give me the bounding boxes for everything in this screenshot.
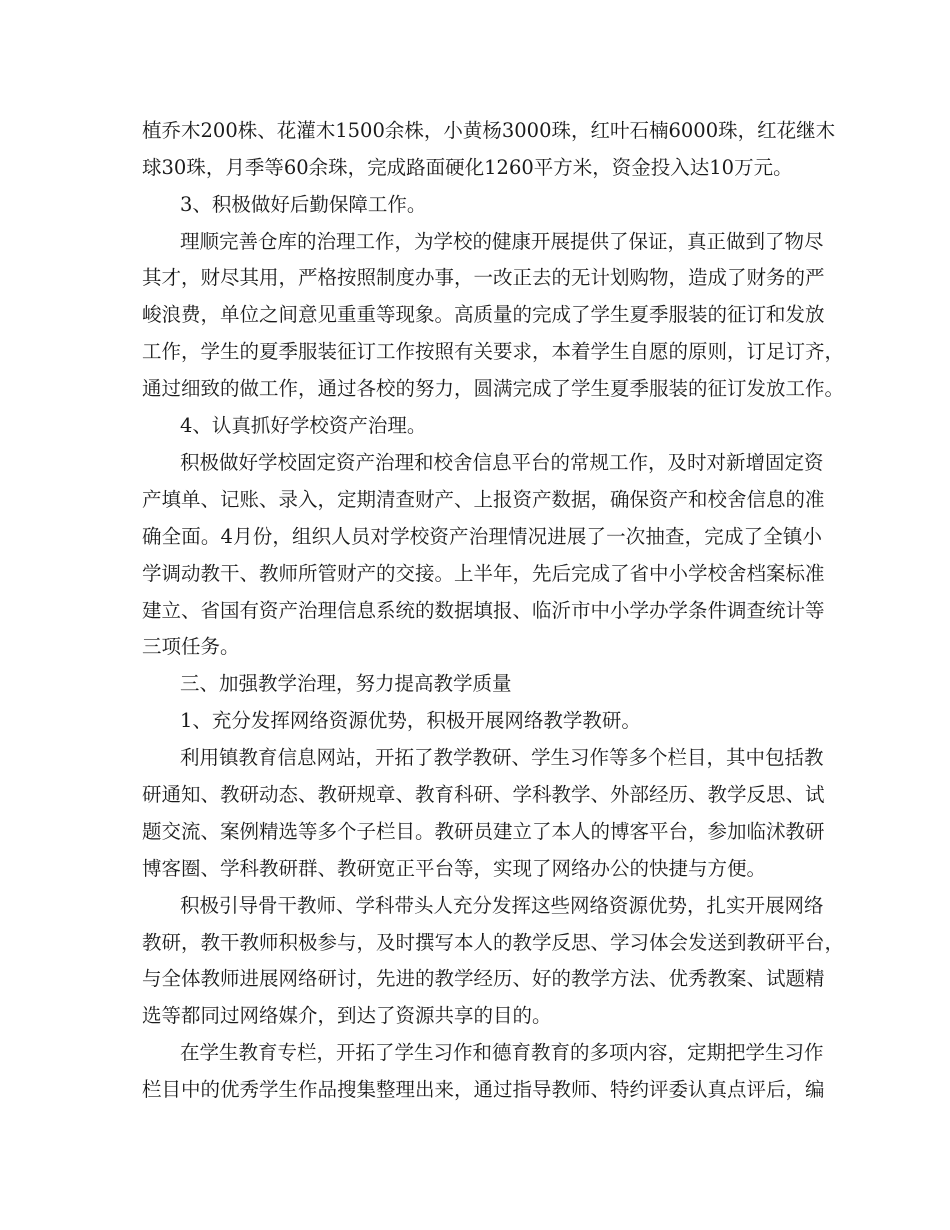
text-line: 博客圈、学科教研群、教研宽正平台等，实现了网络办公的快捷与方便。 bbox=[142, 857, 767, 880]
text-line: 学调动教干、教师所管财产的交接。上半年，先后完成了省中小学校舍档案标准 bbox=[142, 562, 825, 585]
text-line: 理顺完善仓库的治理工作，为学校的健康开展提供了保证，真正做到了物尽 bbox=[180, 230, 824, 253]
text-line: 植乔木200株、花灌木1500余株，小黄杨3000珠，红叶石楠6000珠，红花继木 bbox=[142, 119, 836, 142]
section-heading: 三、加强教学治理，努力提高教学质量 bbox=[180, 672, 512, 695]
text-line: 产填单、记账、录入，定期清查财产、上报资产数据，确保资产和校舍信息的准 bbox=[142, 488, 825, 511]
section-heading: 3、积极做好后勤保障工作。 bbox=[180, 193, 427, 216]
text-line: 研通知、教研动态、教研规章、教育科研、学科教学、外部经历、教学反思、试 bbox=[142, 783, 825, 806]
text-line: 峻浪费，单位之间意见重重等现象。高质量的完成了学生夏季服装的征订和发放 bbox=[142, 303, 825, 326]
text-line: 选等都同过网络媒介，到达了资源共享的目的。 bbox=[142, 1004, 552, 1027]
text-line: 积极引导骨干教师、学科带头人充分发挥这些网络资源优势，扎实开展网络 bbox=[180, 894, 824, 917]
text-line: 教研，教干教师积极参与，及时撰写本人的教学反思、学习体会发送到教研平台， bbox=[142, 931, 845, 954]
text-line: 利用镇教育信息网站，开拓了教学教研、学生习作等多个栏目，其中包括教 bbox=[180, 746, 824, 769]
text-line: 通过细致的做工作，通过各校的努力，圆满完成了学生夏季服装的征订发放工作。 bbox=[142, 377, 845, 400]
text-line: 在学生教育专栏，开拓了学生习作和德育教育的多项内容，定期把学生习作 bbox=[180, 1041, 824, 1064]
section-heading: 1、充分发挥网络资源优势，积极开展网络教学教研。 bbox=[180, 709, 641, 732]
text-line: 三项任务。 bbox=[142, 635, 240, 658]
text-line: 栏目中的优秀学生作品搜集整理出来，通过指导教师、特约评委认真点评后，编 bbox=[142, 1078, 825, 1101]
section-heading: 4、认真抓好学校资产治理。 bbox=[180, 414, 427, 437]
text-line: 建立、省国有资产治理信息系统的数据填报、临沂市中小学办学条件调查统计等 bbox=[142, 599, 825, 622]
text-line: 其才，财尽其用，严格按照制度办事，一改正去的无计划购物，造成了财务的严 bbox=[142, 266, 825, 289]
text-line: 确全面。4月份，组织人员对学校资产治理情况进展了一次抽查，完成了全镇小 bbox=[142, 525, 822, 548]
text-line: 球30珠，月季等60余珠，完成路面硬化1260平方米，资金投入达10万元。 bbox=[142, 156, 793, 179]
text-line: 积极做好学校固定资产治理和校舍信息平台的常规工作，及时对新增固定资 bbox=[180, 451, 824, 474]
text-line: 题交流、案例精选等多个子栏目。教研员建立了本人的博客平台，参加临沭教研 bbox=[142, 820, 825, 843]
text-line: 与全体教师进展网络研讨，先进的教学经历、好的教学方法、优秀教案、试题精 bbox=[142, 967, 825, 990]
text-line: 工作，学生的夏季服装征订工作按照有关要求，本着学生自愿的原则，订足订齐， bbox=[142, 340, 845, 363]
